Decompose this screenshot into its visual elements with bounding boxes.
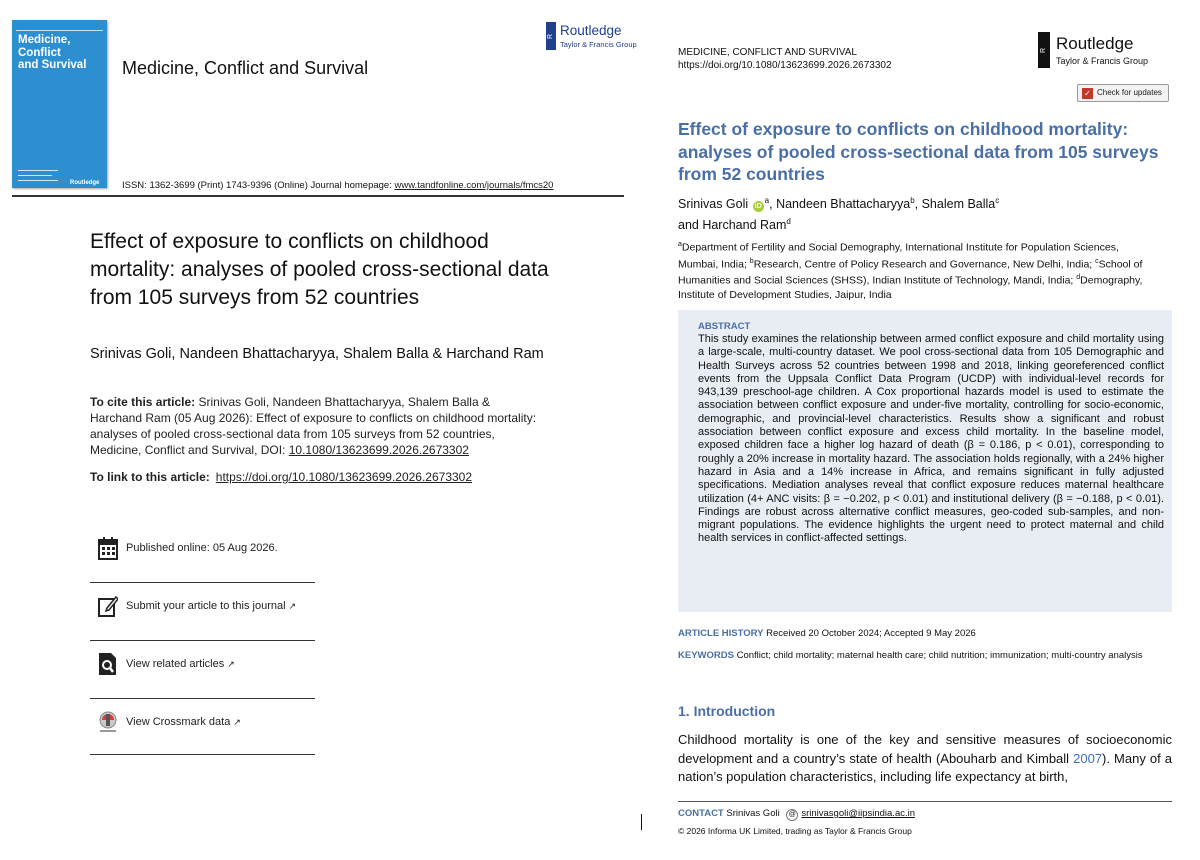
email-icon: @ (786, 809, 798, 821)
submit-article-text: Submit your article to this journal (126, 600, 286, 612)
section-heading: 1. Introduction (678, 703, 776, 719)
citation-block (90, 394, 540, 458)
divider (12, 195, 624, 197)
history-label: ARTICLE HISTORY (678, 628, 764, 639)
divider (678, 801, 1172, 802)
affiliations: $^a$Department of Fertility and Social Demography, International Institute for Population Sciences, Mumbai, India; $^b$Research, Centre of Policy Research and Governance, New Delhi, India; $^c$School of Humanities and Social Sciences (SHSS), Indian Institute of Technology, Mandi, India; $^d$Demography, Institute of Development Studies, Jaipur, India (678, 241, 1143, 301)
journal-cover-image (12, 20, 107, 188)
related-articles-label (126, 658, 235, 670)
logo-subtitle: Taylor & Francis Group (560, 40, 637, 49)
external-link-icon: ↗ (227, 659, 235, 669)
published-date-text: Published online: 05 Aug 2026. (126, 542, 278, 554)
article-first-page (650, 0, 1200, 860)
reference-link[interactable]: 2007 (1073, 750, 1103, 766)
affiliation: School of Humanities and Social Sciences (SHSS), Indian Institute of Technology, Mandi, India; (678, 258, 1143, 287)
article-doi-link[interactable]: https://doi.org/10.1080/13623699.2026.2673302 (215, 470, 473, 484)
contact-email-link[interactable]: srinivasgoli@iipsindia.ac.in (801, 808, 916, 819)
update-check-icon: ✓ (1082, 88, 1093, 99)
cover-title (18, 34, 86, 72)
crossmark-text: View Crossmark data (126, 716, 231, 728)
history-text: Received 20 October 2024; Accepted 9 May 2026 (763, 628, 976, 639)
keywords-text: Conflict; child mortality; maternal health care; child nutrition; immunization; multi-country analysis (733, 650, 1143, 661)
cover-top-band (16, 24, 103, 31)
divider (90, 754, 315, 755)
article-title: Effect of exposure to conflicts on childhood mortality: analyses of pooled cross-sectional data from 105 surveys from 52 countries (678, 119, 1159, 184)
routledge-logo (546, 22, 637, 52)
cover-decoration (18, 180, 58, 181)
keywords (678, 650, 1158, 662)
external-link-icon: ↗ (288, 601, 297, 611)
check-for-updates-button[interactable] (1077, 84, 1169, 102)
article-title: Effect of exposure to conflicts on childhood mortality: analyses of pooled cross-sectional data from 105 surveys from 52 countries (90, 230, 549, 309)
routledge-logo (1038, 32, 1168, 68)
cover-title-line: Conflict (18, 46, 61, 59)
cite-text: Srinivas Goli, Nandeen Bhattacharyya, Shalem Balla & Harchand Ram (05 Aug 2026): Effect of exposure to conflicts on childhood mortality: analyses of pooled cross-sectional data from 105 surveys from 52 countries, Medicine, Conflict and Survival, DOI: (90, 395, 537, 457)
abstract-box (678, 310, 1172, 612)
cite-label: To cite this article: (90, 395, 196, 409)
journal-name: Medicine, Conflict and Survival (122, 58, 369, 78)
routledge-mark-icon: R (1038, 32, 1050, 68)
author-name: Nandeen Bhattacharyya (776, 197, 911, 212)
article-authors: Srinivas Goli, Nandeen Bhattacharyya, Shalem Balla & Harchand Ram (90, 346, 544, 362)
crossmark-label (126, 716, 241, 728)
contact-line (678, 808, 915, 821)
logo-subtitle: Taylor & Francis Group (1056, 56, 1149, 66)
divider (90, 640, 315, 641)
contact-label: CONTACT (678, 808, 724, 819)
author-name: Shalem Balla (921, 197, 996, 212)
affiliation: Demography, Institute of Development Studies, Jaipur, India (678, 274, 1143, 301)
calendar-icon (98, 536, 118, 560)
orcid-icon[interactable]: iD (754, 203, 762, 211)
journal-homepage-link[interactable]: www.tandfonline.com/journals/fmcs20 (394, 180, 554, 191)
article-link-line (90, 470, 472, 484)
intro-paragraph (678, 731, 1172, 787)
contact-name: Srinivas Goli (723, 808, 783, 819)
header-doi-link[interactable]: https://doi.org/10.1080/13623699.2026.2673302 (678, 60, 892, 71)
check-updates-label: Check for updates (1097, 88, 1162, 97)
divider (90, 582, 315, 583)
cover-decoration (18, 175, 52, 176)
cover-title-line: and Survival (18, 59, 87, 71)
cite-doi-link[interactable]: 10.1080/13623699.2026.2673302 (288, 443, 469, 457)
cover-title-line: Medicine, (18, 34, 71, 46)
header-journal: MEDICINE, CONFLICT AND SURVIVAL (678, 47, 857, 58)
abstract-text: This study examines the relationship between armed conflict exposure and child mortality using a large-scale, multi-country dataset. We pool cross-sectional data from 105 Demographic and Health Surveys across 52 countries between 1998 and 2018, linking georeferenced conflict events from the Uppsala Conflict Data Program (UCDP) with individual-level records for 943,139 preschool-age children. A Cox proportional hazards model is used to estimate the association between conflict exposure and under-five mortality, controlling for socio-economic, demographic, and provincial-level characteristics. Results show a significant and robust association between conflict exposure and excess child mortality. In the baseline model, exposed children face a higher log hazard of death (β = 0.186, p < 0.01), corresponding to roughly a 20% increase in mortality hazard. The association holds regionally, with a 24% higher hazard in Asia and a 14% increase in Africa, and remains significant in fully adjusted specifications. Mediation analyses reveal that conflict exposure reduces maternal healthcare utilization (4+ ANC visits: β = −0.202, p < 0.01) and institutional delivery (β = −0.188, p < 0.01). Findings are robust across alternative conflict measures, geo-coded sub-samples, and non-migrant populations. The evidence highlights the urgent need to protect maternal and child health services in conflict-affected settings. (698, 333, 1164, 545)
keywords-label: KEYWORDS (678, 650, 734, 661)
cover-publisher: Routledge (70, 180, 100, 186)
running-header (678, 46, 892, 72)
author-name: and Harchand Ram (678, 218, 787, 233)
routledge-mark-icon: R (546, 22, 556, 50)
external-link-icon: ↗ (233, 717, 241, 727)
author-name: Srinivas Goli (678, 197, 749, 212)
cover-decoration (18, 170, 58, 171)
logo-name: Routledge (560, 23, 622, 38)
related-articles-text: View related articles (126, 658, 225, 670)
edit-document-icon (98, 594, 118, 618)
affiliation: Research, Centre of Policy Research and Governance, New Delhi, India; (753, 258, 1096, 270)
issn-line (122, 180, 553, 191)
intro-text: ). Many of a nation’s population characteristics, including life expectancy at birth, (678, 750, 1173, 784)
search-document-icon (98, 652, 118, 676)
abstract-label: ABSTRACT (698, 321, 751, 332)
issn-text: ISSN: 1362-3699 (Print) 1743-9396 (Online) Journal homepage: (122, 180, 395, 191)
divider (90, 698, 315, 699)
logo-name: Routledge (1056, 34, 1134, 53)
intro-text: Childhood mortality is one of the key and sensitive measures of socioeconomic development and a country’s state of health (Abouharb and Kimball (678, 732, 1172, 766)
affiliation: Department of Fertility and Social Demography, International Institute for Population Sciences, Mumbai, India; (678, 241, 1119, 270)
link-label: To link to this article: (90, 470, 210, 484)
article-history (678, 628, 976, 639)
crossmark-icon (98, 710, 118, 734)
text-cursor (641, 814, 642, 830)
submit-article-label (126, 600, 296, 612)
copyright: © 2026 Informa UK Limited, trading as Taylor & Francis Group (678, 826, 912, 836)
article-authors: Srinivas Goli $iD^a$, Nandeen Bhattacharyya$^b$, Shalem Balla$^c$ and Harchand Ram$^d$ (678, 196, 1000, 233)
